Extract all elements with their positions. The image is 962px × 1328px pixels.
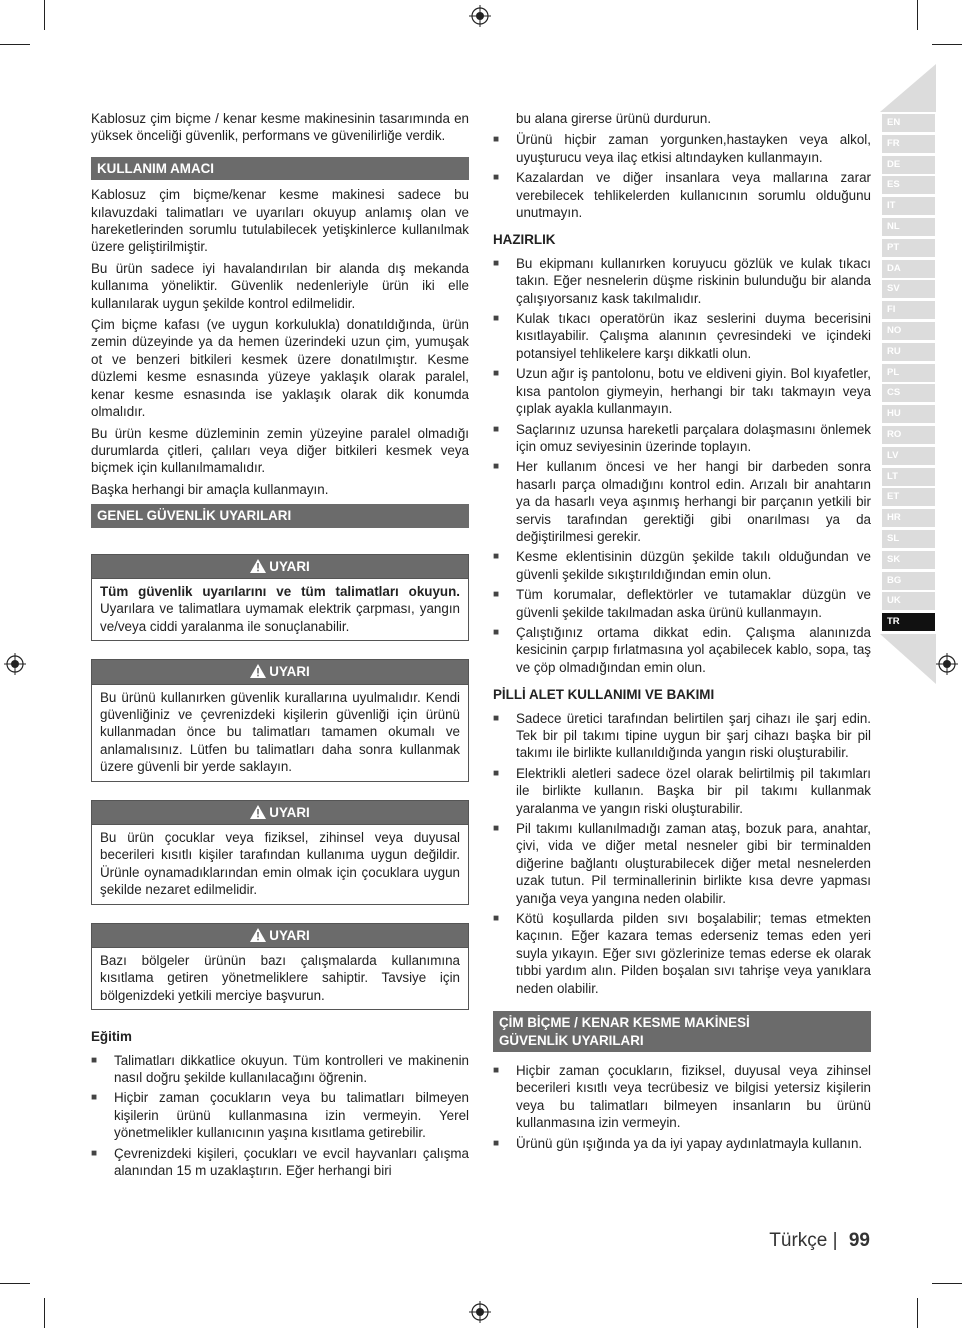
language-tab[interactable]: ET bbox=[882, 488, 935, 506]
section-heading: KULLANIM AMACI bbox=[91, 157, 469, 180]
language-tab[interactable]: IT bbox=[882, 197, 935, 215]
warning-text: Bu ürünü kullanırken güvenlik kurallarına uyulmalıdır. Kendi güvenliğiniz ve çevrenizdeki kişilerin güvenliği için ürünü kullanmadan önce bu talimatları tamamen okumalı ve anlamalısınız. Lütfen bu talimatları daha sonra kullanmak üzere güvenli bir yerde saklayın. bbox=[100, 689, 460, 775]
registration-mark-icon bbox=[469, 1301, 491, 1323]
list-item: ■ Talimatları dikkatlice okuyun. Tüm kontrolleri ve makinenin nasıl doğru şekilde kullanılacağını öğrenin. bbox=[91, 1052, 469, 1087]
section-heading-line: GÜVENLİK UYARILARI bbox=[499, 1032, 644, 1048]
language-tab[interactable]: SL bbox=[882, 530, 935, 548]
language-tab[interactable]: CS bbox=[882, 384, 935, 402]
list-item: ■ Sadece üretici tarafından belirtilen şarj cihazı ile şarj edin. Tek bir pil takımı tipine uygun bir şarj cihazı başka bir pil takımı ile birlikte kullanıldığında yangın riski oluşturabilir. bbox=[493, 710, 871, 762]
list-item: ■ Kesme eklentisinin düzgün şekilde takılı olduğundan ve güvenli şekilde sıkıştırıldığından emin olun. bbox=[493, 548, 871, 583]
section-heading: GENEL GÜVENLİK UYARILARI bbox=[91, 504, 469, 527]
paragraph: Bu ürün kesme düzleminin zemin yüzeyine paralel olmadığı durumlarda çitleri, çalıları veya diğer bitkileri kesmek veya biçmek için kullanılmamalıdır. bbox=[91, 425, 469, 476]
list-item: ■ Pil takımı kullanılmadığı zaman ataş, bozuk para, anahtar, çivi, vida ve diğer metal nesneler gibi bir terminalden diğerine bağlantı oluşturabilecek diğer metal nesnelerden uzak tutun. Pil terminallerinin birlikte kısa devre yapması yanığa veya yangına neden olabilir. bbox=[493, 820, 871, 907]
language-tab[interactable]: LT bbox=[882, 468, 935, 486]
registration-mark-icon bbox=[469, 5, 491, 27]
warning-box bbox=[91, 923, 469, 1011]
warning-triangle-icon bbox=[250, 559, 266, 573]
warning-label: UYARI bbox=[269, 927, 310, 943]
list-item: ■ Kulak tıkacı operatörün ikaz seslerini duyma becerisini kısıtlayabilir. Çalışma alanının çevresindeki ve içindeki potansiyel tehlikelere karşı dikkatli olun. bbox=[493, 310, 871, 362]
list-item: ■ Bu ekipmanı kullanırken koruyucu gözlük ve kulak tıkacı takın. Eğer nesnelerin düşme riskinin bulunduğu bir alanda çalışıyorsanız kask takılmalıdır. bbox=[493, 255, 871, 307]
language-tab-active[interactable]: TR bbox=[882, 613, 935, 631]
crop-mark bbox=[0, 44, 30, 45]
crop-mark bbox=[917, 0, 918, 30]
warning-header bbox=[92, 801, 468, 825]
paragraph: Bu ürün sadece iyi havalandırılan bir alanda dış mekanda kullanıma yöneliktir. Güvenlik nedenleriyle ürün iki elle kullanılarak uygun şekilde kontrol edilmelidir. bbox=[91, 260, 469, 311]
warning-label: UYARI bbox=[269, 558, 310, 574]
language-tab[interactable]: NO bbox=[882, 322, 935, 340]
warning-bold-text: Tüm güvenlik uyarılarını ve tüm talimatları okuyun. bbox=[100, 583, 460, 599]
language-tab[interactable]: SV bbox=[882, 280, 935, 298]
list-item: ■ Elektrikli aletleri sadece özel olarak belirtilmiş pil takımları ile birlikte kullanın. Başka bir pil takımı kullanmak yaralanma ve yangın riski oluşturabilir. bbox=[493, 765, 871, 817]
language-tab[interactable]: HU bbox=[882, 405, 935, 423]
preparation-list bbox=[493, 255, 871, 676]
warning-text: Bu ürün çocuklar veya fiziksel, zihinsel veya duyusal becerileri kısıtlı kişiler tarafından kullanıma uygun değildir. Ürünle oynamadıklarından emin olmak için çocuklara uygun şekilde nezaret edilmelidir. bbox=[100, 830, 460, 898]
language-tab[interactable]: ES bbox=[882, 176, 935, 194]
list-item: ■ Her kullanım öncesi ve her hangi bir darbeden sonra hasarlı parça olmadığını kontrol edin. Arızalı bir anahtarın ya da hasarlı veya aşınmış herhangi bir parçanın yetkili bir servis tarafından gerektiği gibi onarılması ya da değiştirilmesi gerekir. bbox=[493, 458, 871, 545]
paragraph: Çim biçme kafası (ve uygun korkulukla) donatıldığında, ürün zemin düzeyinde ya da hemen üzerindeki uzun çim, yumuşak ot ve benzeri bitkileri kesmek üzere donatılmıştır. Kesme düzlemi kesme esnasında yüzeye yaklaşık olarak paralel, kenar kesme esnasında ise yaklaşık olarak dik konumda olmalıdır. bbox=[91, 317, 469, 420]
list-item: ■ Saçlarınız uzunsa hareketli parçalara dolaşmasını önlemek için omuz seviyesinin üzerinde toplayın. bbox=[493, 421, 871, 456]
continuation-text: bu alana girerse ürünü durdurun. bbox=[516, 111, 712, 126]
paragraph: Kablosuz çim biçme/kenar kesme makinesi sadece bu kılavuzdaki talimatları ve uyarıları okuyup anlamış olan ve hareketlerinden sorumlu tutulabilecek yetişkinlerce kullanılmak üzere geliştirilmiştir. bbox=[91, 187, 469, 255]
crop-mark bbox=[0, 1283, 30, 1284]
list-item: ■ Hiçbir zaman çocukların, fiziksel, duyusal veya zihinsel becerileri kısıtlı veya tecrübesiz ve bilgisi yetersiz kişilerin veya bu talimatları bilmeyen insanların bu ürünü kullanmasına izin vermeyin. bbox=[493, 1062, 871, 1132]
list-item: ■ Hiçbir zaman çocukların veya bu talimatları bilmeyen kişilerin ürünü kullanmasına izin vermeyin. Yerel yönetmelikler kullanıcının yaşına kısıtlama getirebilir. bbox=[91, 1089, 469, 1141]
list-item: ■ Kötü koşullarda pilden sıvı boşalabilir; temas etmekten kaçının. Eğer kazara temas ederseniz temas eden yeri suyla yıkayın. Eğer sıvı gözlerinize temas ederse ek olarak tıbbi yardım alın. Pilden boşalan sıvı tahrişe veya yanıklara neden olabilir. bbox=[493, 910, 871, 997]
crop-mark bbox=[932, 1283, 962, 1284]
warning-triangle-icon bbox=[250, 805, 266, 819]
language-tab[interactable]: PL bbox=[882, 364, 935, 382]
general-list bbox=[493, 131, 871, 221]
language-tab[interactable]: RU bbox=[882, 343, 935, 361]
crop-mark bbox=[44, 0, 45, 30]
language-tab[interactable]: PT bbox=[882, 239, 935, 257]
subsection-heading: HAZIRLIK bbox=[493, 232, 556, 248]
crop-mark bbox=[917, 1298, 918, 1328]
language-tab[interactable]: SK bbox=[882, 551, 935, 569]
language-tab[interactable]: BG bbox=[882, 572, 935, 590]
language-tabs bbox=[882, 114, 935, 634]
warning-label: UYARI bbox=[269, 664, 310, 680]
warning-box bbox=[91, 659, 469, 781]
crop-mark bbox=[932, 44, 962, 45]
registration-mark-icon bbox=[936, 653, 958, 675]
page-footer bbox=[769, 1230, 870, 1252]
safety-list bbox=[493, 1062, 871, 1152]
list-item: ■ Uzun ağır iş pantolonu, botu ve eldiveni giyin. Bol kıyafetler, kısa pantolon giymeyin, herhangi bir takı takmayın veya çıplak ayakla kullanmayın. bbox=[493, 365, 871, 417]
paragraph: Başka herhangi bir amaçla kullanmayın. bbox=[91, 481, 329, 497]
registration-mark-icon bbox=[4, 653, 26, 675]
language-tab[interactable]: HR bbox=[882, 509, 935, 527]
language-tab[interactable]: RO bbox=[882, 426, 935, 444]
footer-language: Türkçe | bbox=[769, 1230, 838, 1251]
warning-text: Bazı bölgeler ürünün bazı çalışmalarda kullanımına kısıtlama getiren yönetmeliklere sahiptir. Tavsiye için bölgenizdeki yetkili merciye başvurun. bbox=[100, 953, 460, 1003]
list-item: ■ Ürünü gün ışığında ya da iyi yapay aydınlatmayla kullanın. bbox=[493, 1135, 871, 1152]
intro-paragraph: Kablosuz çim biçme / kenar kesme makinesinin tasarımında en yüksek önceliği güvenlik, performans ve güvenilirliğe verdik. bbox=[91, 111, 469, 144]
section-heading bbox=[493, 1011, 871, 1052]
language-tab[interactable]: DE bbox=[882, 156, 935, 174]
list-item: ■ Tüm korumalar, deflektörler ve tutamaklar düzgün ve güvenli şekilde takılmadan aska ürünü kullanmayın. bbox=[493, 586, 871, 621]
list-item: ■ Çevrenizdeki kişileri, çocukları ve evcil hayvanları çalışma alanından 15 m uzaklaştırın. Eğer herhangi biri bbox=[91, 1145, 469, 1180]
warning-text: Uyarılara ve talimatlara uymamak elektrik çarpması, yangın ve/veya ciddi yaralanma ile sonuçlanabilir. bbox=[100, 601, 460, 634]
language-tab[interactable]: UK bbox=[882, 592, 935, 610]
language-tab[interactable]: FI bbox=[882, 301, 935, 319]
list-item: ■ Ürünü hiçbir zaman yorgunken,hastayken veya alkol, uyuşturucu veya ilaç etkisi altındayken kullanmayın. bbox=[493, 131, 871, 166]
warning-header bbox=[92, 660, 468, 684]
subsection-heading: PİLLİ ALET KULLANIMI VE BAKIMI bbox=[493, 687, 715, 703]
language-tab[interactable]: DA bbox=[882, 260, 935, 278]
warning-header bbox=[92, 924, 468, 948]
training-list bbox=[91, 1052, 469, 1180]
left-column bbox=[91, 110, 469, 1183]
language-tab[interactable]: EN bbox=[882, 114, 935, 132]
list-item: ■ Kazalardan ve diğer insanlara veya mallarına zarar verebilecek tehlikelerden kullanıcının sorumlu olduğunu unutmayın. bbox=[493, 169, 871, 221]
warning-box bbox=[91, 800, 469, 905]
warning-triangle-icon bbox=[250, 928, 266, 942]
language-tab[interactable]: LV bbox=[882, 447, 935, 465]
subsection-heading: Eğitim bbox=[91, 1029, 132, 1045]
language-tab[interactable]: NL bbox=[882, 218, 935, 236]
crop-mark bbox=[44, 1298, 45, 1328]
page-number: 99 bbox=[848, 1230, 870, 1251]
right-column bbox=[493, 110, 871, 1155]
list-item: ■ Çalıştığınız ortama dikkat edin. Çalışma alanınızda kesicinin çarpıp fırlatmasına yol açabilecek kablo, sopa, taş ve çöp olmadığından emin olun. bbox=[493, 624, 871, 676]
battery-list bbox=[493, 710, 871, 998]
warning-triangle-icon bbox=[250, 664, 266, 678]
section-heading-line: ÇİM BİÇME / KENAR KESME MAKİNESİ bbox=[499, 1015, 750, 1031]
warning-header bbox=[92, 555, 468, 579]
warning-box bbox=[91, 554, 469, 642]
warning-label: UYARI bbox=[269, 804, 310, 820]
language-tab[interactable]: FR bbox=[882, 135, 935, 153]
